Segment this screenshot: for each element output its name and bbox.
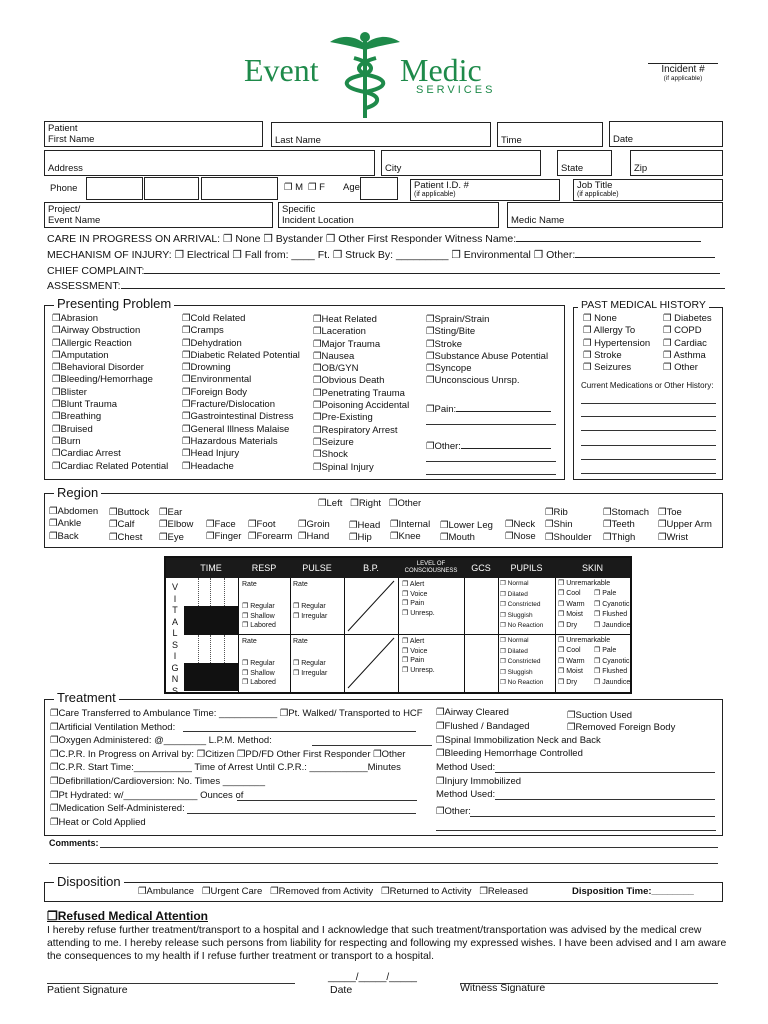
disposition-time[interactable]: Disposition Time:________ <box>572 886 694 897</box>
vitals-col-divider <box>464 578 465 692</box>
vitals-letter: I <box>173 651 177 661</box>
presenting-item-8[interactable]: ❐Pre-Existing <box>313 412 373 424</box>
presenting-problem-title: Presenting Problem <box>54 296 174 311</box>
pmh-col-left[interactable] <box>583 313 650 374</box>
vitals-skin-option[interactable]: ❐ Flushed <box>594 668 628 675</box>
pmh-item-1[interactable]: ❐ COPD <box>663 325 702 337</box>
treatment-left[interactable] <box>50 707 423 829</box>
presenting-item-11[interactable]: ❐Cardiac Arrest <box>52 448 121 460</box>
last-name-field[interactable]: Last Name <box>271 122 491 147</box>
spinal-immobilization[interactable]: ❐Spinal Immobilization Neck and Back <box>436 735 601 746</box>
vitals-loc-option[interactable]: ❐ Voice <box>402 647 428 655</box>
vitals-skin-option[interactable]: ❐ Warm <box>558 657 585 665</box>
comments-line-2[interactable] <box>49 863 718 864</box>
vitals-pulse-option[interactable]: ❐ Irregular <box>293 669 328 677</box>
region-col-4[interactable] <box>206 519 241 544</box>
signature-date-label: Date <box>330 984 353 996</box>
chief-complaint[interactable]: CHIEF COMPLAINT: <box>47 264 720 277</box>
sex-f-checkbox[interactable]: ❐ F <box>308 182 325 193</box>
vitals-pupil-option[interactable]: ❐ Normal <box>500 580 529 587</box>
presenting-item-7[interactable]: ❐Fracture/Dislocation <box>182 399 275 411</box>
logo-text-services: SERVICES <box>416 84 496 96</box>
pmh-item-0[interactable]: ❐ None <box>583 313 617 324</box>
treatment-other[interactable]: ❐Other: <box>436 806 471 817</box>
vitals-header-2: PULSE <box>302 562 332 573</box>
region-col-12[interactable] <box>603 507 649 544</box>
comments-line-1[interactable] <box>100 847 718 848</box>
pmh-item-3[interactable]: ❐ Stroke <box>583 349 622 361</box>
medic-name-field[interactable]: Medic Name <box>507 202 723 228</box>
vitals-header-7: SKIN <box>581 562 603 573</box>
vitals-bp-slash[interactable] <box>344 578 398 634</box>
presenting-item-6[interactable]: ❐Blister <box>52 386 87 398</box>
vitals-letter: N <box>171 674 179 684</box>
witness-signature-label: Witness Signature <box>460 982 546 994</box>
pain-field[interactable]: ❐Pain: <box>426 402 551 415</box>
vitals-skin-option[interactable]: ❐ Warm <box>558 600 585 608</box>
region-item-1[interactable]: ❐Hip <box>349 532 372 544</box>
phone-area[interactable] <box>86 177 143 200</box>
presenting-item-4[interactable]: ❐Behavioral Disorder <box>52 362 144 374</box>
vitals-header-1: RESP <box>251 562 277 573</box>
region-item-0[interactable]: ❐Lower Leg <box>440 520 493 531</box>
presenting-item-9[interactable]: ❐General Illness Malaise <box>182 423 290 435</box>
presenting-item-2[interactable]: ❐Allergic Reaction <box>52 337 132 349</box>
incident-label: Incident # <box>661 64 705 75</box>
presenting-item-6[interactable]: ❐Penetrating Trauma <box>313 387 405 399</box>
presenting-item-0[interactable]: ❐Sprain/Strain <box>426 314 490 325</box>
presenting-item-5[interactable]: ❐Bleeding/Hemorrhage <box>52 374 153 386</box>
presenting-item-5[interactable]: ❐Environmental <box>182 374 252 386</box>
disposition-options[interactable]: ❐Ambulance ❐Urgent Care ❐Removed from Activity ❐Returned to Activity ❐Released <box>138 886 529 897</box>
phone-label: Phone <box>50 183 78 194</box>
vitals-resp-option[interactable]: ❐ Shallow <box>242 669 275 677</box>
region-item-0[interactable]: ❐Foot <box>248 519 276 530</box>
flushed-bandaged[interactable]: ❐Flushed / Bandaged <box>436 721 530 732</box>
injury-immobilized[interactable]: ❐Injury Immobilized <box>436 776 522 787</box>
region-item-1[interactable]: ❐Hand <box>298 531 330 543</box>
presenting-item-0[interactable]: ❐Cold Related <box>182 313 246 324</box>
vitals-resp-option[interactable]: ❐ Labored <box>242 679 276 686</box>
vitals-letter: S <box>171 639 178 650</box>
presenting-item-0[interactable]: ❐Heat Related <box>313 314 377 325</box>
caduceus-icon <box>330 30 400 120</box>
vitals-letter: S <box>171 685 178 696</box>
vitals-loc-option[interactable]: ❐ Unresp. <box>402 666 435 674</box>
presenting-item-5[interactable]: ❐Obvious Death <box>313 375 385 387</box>
vitals-pulse-rate[interactable]: Rate <box>293 581 308 588</box>
presenting-item-10[interactable]: ❐Seizure <box>313 436 354 448</box>
region-item-0[interactable]: ❐Head <box>349 520 381 531</box>
vitals-letter: A <box>171 616 178 627</box>
presenting-item-12[interactable]: ❐Cardiac Related Potential <box>52 460 169 472</box>
city-field[interactable]: City <box>381 150 541 176</box>
pmh-item-4[interactable]: ❐ Seizures <box>583 362 632 374</box>
current-medications-label: Current Medications or Other History: <box>581 381 714 390</box>
region-col-11[interactable] <box>545 507 592 544</box>
region-item-0[interactable]: ❐Toe <box>658 507 682 518</box>
patient-signature-label: Patient Signature <box>47 984 128 996</box>
vitals-header-3: B.P. <box>363 562 379 573</box>
presenting-item-9[interactable]: ❐Bruised <box>52 423 93 435</box>
signature-date-line[interactable]: _____/_____/_____ <box>328 972 417 983</box>
region-col-6[interactable] <box>298 519 330 544</box>
vitals-letter: I <box>173 593 177 604</box>
vitals-bp-slash[interactable] <box>344 635 398 691</box>
first-name-field[interactable]: Patient First Name <box>44 121 263 147</box>
vitals-letter: L <box>172 628 178 638</box>
vitals-time-dot <box>198 635 199 663</box>
vitals-header-5: GCS <box>471 562 491 573</box>
treatment-item-3[interactable]: ❐C.P.R. In Progress on Arrival by: ❐Citizen ❐PD/FD Other First Responder ❐Other <box>50 748 406 760</box>
vitals-row-divider <box>184 634 630 635</box>
treatment-item-0[interactable]: ❐Care Transferred to Ambulance Time: ___________ ❐Pt. Walked/ Transported to HCF <box>50 708 423 719</box>
vitals-pupil-option[interactable]: ❐ Constricted <box>500 601 541 608</box>
presenting-item-1[interactable]: ❐Sting/Bite <box>426 326 476 338</box>
region-item-1[interactable]: ❐Calf <box>109 519 135 531</box>
vitals-col-divider <box>498 578 499 692</box>
region-col-8[interactable] <box>390 519 430 544</box>
patient-id-field[interactable]: Patient I.D. # (if applicable) <box>410 179 560 201</box>
treatment-item-1[interactable]: ❐Artificial Ventilation Method: <box>50 721 176 733</box>
region-item-1[interactable]: ❐Ankle <box>49 518 82 530</box>
treatment-item-4[interactable]: ❐C.P.R. Start Time:___________ Time of Arrest Until C.P.R.: ___________Minutes <box>50 762 401 774</box>
region-col-5[interactable] <box>248 519 292 544</box>
vitals-time-dot <box>210 578 211 606</box>
vitals-header-4: LEVEL OF CONSCIOUSNESS <box>404 561 458 574</box>
vitals-resp-option[interactable]: ❐ Shallow <box>242 612 275 620</box>
refused-medical-attention[interactable]: ❐Refused Medical Attention <box>47 909 208 923</box>
presenting-col-4[interactable] <box>426 314 548 388</box>
vitals-header-6: PUPILS <box>510 562 543 573</box>
presenting-item-8[interactable]: ❐Breathing <box>52 411 102 423</box>
region-item-2[interactable]: ❐Eye <box>159 531 184 543</box>
region-col-10[interactable] <box>505 519 536 544</box>
presenting-item-12[interactable]: ❐Headache <box>182 460 234 472</box>
presenting-item-4[interactable]: ❐Syncope <box>426 363 472 375</box>
vitals-letter: T <box>172 605 178 615</box>
region-side[interactable]: ❐Left ❐Right ❐Other <box>318 498 422 509</box>
vitals-letter: G <box>171 662 179 673</box>
vitals-loc-option[interactable]: ❐ Alert <box>402 638 425 645</box>
vitals-pupil-option[interactable]: ❐ Sluggish <box>500 611 533 619</box>
region-item-1[interactable]: ❐Nose <box>505 531 536 543</box>
region-item-0[interactable]: ❐Buttock <box>109 507 150 518</box>
other-field[interactable]: ❐Other: <box>426 439 551 452</box>
presenting-item-1[interactable]: ❐Laceration <box>313 326 366 338</box>
vitals-time-dot <box>224 578 225 606</box>
vitals-skin-option[interactable]: ❐ Cool <box>558 647 581 654</box>
region-item-2[interactable]: ❐Shoulder <box>545 531 592 543</box>
airway-cleared[interactable]: ❐Airway Cleared <box>436 707 509 718</box>
presenting-item-3[interactable]: ❐Diabetic Related Potential <box>182 349 300 361</box>
logo-text-medic: Medic <box>400 52 482 88</box>
vitals-letter: V <box>171 582 178 592</box>
presenting-item-1[interactable]: ❐Airway Obstruction <box>52 325 141 337</box>
treatment-item-5[interactable]: ❐Defibrillation/Cardioversion: No. Times ________ <box>50 775 265 787</box>
presenting-item-3[interactable]: ❐Substance Abuse Potential <box>426 350 549 362</box>
phone-line[interactable] <box>201 177 278 200</box>
vitals-col-divider <box>238 578 239 692</box>
zip-field[interactable]: Zip <box>630 150 723 176</box>
region-item-1[interactable]: ❐Mouth <box>440 532 475 544</box>
address-field[interactable]: Address <box>44 150 375 176</box>
vitals-loc-option[interactable]: ❐ Alert <box>402 581 425 588</box>
refusal-text: I hereby refuse further treatment/transport to a hospital and I acknowledge that such treatment/transportation was advised by the medical crew attending to me. I hereby release such persons from liability for respecting and following my expressed wishes. I have been advised and I am aware the consequences to my health if I refuse further treatment or transport to a hospital. <box>47 925 727 962</box>
vitals-pupil-option[interactable]: ❐ Sluggish <box>500 668 533 676</box>
vitals-time-dot <box>198 578 199 606</box>
region-col-3[interactable] <box>159 507 193 544</box>
vitals-skin-option[interactable]: ❐ Jaundice <box>594 678 631 686</box>
presenting-item-7[interactable]: ❐Blunt Trauma <box>52 399 118 411</box>
region-item-1[interactable]: ❐Teeth <box>603 519 635 531</box>
presenting-item-6[interactable]: ❐Foreign Body <box>182 386 248 398</box>
presenting-item-12[interactable]: ❐Spinal Injury <box>313 461 374 473</box>
treatment-item-2[interactable]: ❐Oxygen Administered: @________ L.P.M. Method: <box>50 735 272 747</box>
vitals-skin-option[interactable]: ❐ Flushed <box>594 611 628 618</box>
vitals-skin-option[interactable]: ❐ Dry <box>558 621 578 629</box>
vitals-resp-option[interactable]: ❐ Labored <box>242 622 276 629</box>
vitals-skin-option[interactable]: ❐ Moist <box>558 611 583 618</box>
presenting-item-2[interactable]: ❐Stroke <box>426 338 462 350</box>
vitals-time-shade <box>184 663 238 691</box>
logo-text-event: Event <box>244 52 319 88</box>
vitals-skin-option[interactable]: ❐ Cyanotic <box>594 657 630 665</box>
vitals-pupil-option[interactable]: ❐ No Reaction <box>500 622 544 629</box>
vitals-pulse-option[interactable]: ❐ Regular <box>293 603 326 610</box>
vitals-skin-option[interactable]: ❐ Unremarkable <box>558 637 611 644</box>
presenting-item-4[interactable]: ❐OB/GYN <box>313 363 359 375</box>
comments-label: Comments: <box>49 838 99 848</box>
region-item-0[interactable]: ❐Rib <box>545 507 568 518</box>
vitals-col-divider <box>290 578 291 692</box>
pmh-item-4[interactable]: ❐ Other <box>663 362 698 374</box>
vitals-time-shade <box>184 606 238 634</box>
vitals-pulse-rate[interactable]: Rate <box>293 638 308 645</box>
pmh-item-2[interactable]: ❐ Cardiac <box>663 337 707 349</box>
presenting-item-2[interactable]: ❐Major Trauma <box>313 338 381 350</box>
vitals-pupil-option[interactable]: ❐ Dilated <box>500 590 528 598</box>
vitals-skin-option[interactable]: ❐ Dry <box>558 678 578 686</box>
date-field[interactable]: Date <box>609 121 723 147</box>
age-field[interactable] <box>360 177 398 200</box>
presenting-item-7[interactable]: ❐Poisoning Accidental <box>313 400 410 412</box>
vitals-side-label <box>168 582 182 697</box>
bleeding-controlled[interactable]: ❐Bleeding Hemorrhage Controlled <box>436 748 583 759</box>
presenting-item-10[interactable]: ❐Hazardous Materials <box>182 435 278 447</box>
region-item-1[interactable]: ❐Upper Arm <box>658 519 712 531</box>
region-item-0[interactable]: ❐Abdomen <box>49 506 99 517</box>
presenting-item-5[interactable]: ❐Unconscious Unrsp. <box>426 375 520 387</box>
vitals-col-divider <box>398 578 399 692</box>
vitals-pupil-option[interactable]: ❐ Constricted <box>500 658 541 665</box>
phone-prefix[interactable] <box>144 177 199 200</box>
sex-m-checkbox[interactable]: ❐ M <box>284 182 304 193</box>
vitals-pulse-option[interactable]: ❐ Regular <box>293 660 326 667</box>
vitals-header-0: TIME <box>200 562 222 573</box>
pmh-col-right[interactable] <box>663 313 712 374</box>
age-label: Age <box>343 182 360 193</box>
region-item-0[interactable]: ❐Groin <box>298 519 330 530</box>
region-title: Region <box>54 485 101 500</box>
presenting-item-10[interactable]: ❐Burn <box>52 435 81 447</box>
disposition-title: Disposition <box>54 874 124 889</box>
pmh-item-3[interactable]: ❐ Asthma <box>663 349 706 361</box>
pmh-item-1[interactable]: ❐ Allergy To <box>583 325 636 337</box>
region-item-1[interactable]: ❐Shin <box>545 519 573 531</box>
region-col-13[interactable] <box>658 507 712 544</box>
presenting-item-0[interactable]: ❐Abrasion <box>52 313 99 324</box>
vitals-loc-option[interactable]: ❐ Voice <box>402 590 428 598</box>
pmh-item-2[interactable]: ❐ Hypertension <box>583 337 651 349</box>
assessment[interactable]: ASSESSMENT: <box>47 279 725 292</box>
presenting-item-8[interactable]: ❐Gastrointestinal Distress <box>182 411 294 423</box>
region-item-0[interactable]: ❐Neck <box>505 519 536 530</box>
vitals-col-divider <box>555 578 556 692</box>
vitals-skin-option[interactable]: ❐ Cool <box>558 590 581 597</box>
region-item-0[interactable]: ❐Internal <box>390 519 431 530</box>
presenting-item-3[interactable]: ❐Nausea <box>313 350 355 362</box>
region-item-1[interactable]: ❐Knee <box>390 531 421 543</box>
suction-used[interactable]: ❐Suction Used <box>567 710 633 721</box>
vitals-skin-option[interactable]: ❐ Pale <box>594 647 617 654</box>
region-item-0[interactable]: ❐Stomach <box>603 507 650 518</box>
presenting-item-11[interactable]: ❐Shock <box>313 449 348 461</box>
incident-location-field[interactable]: Specific Incident Location <box>278 202 499 228</box>
vitals-skin-option[interactable]: ❐ Jaundice <box>594 621 631 629</box>
vitals-skin-option[interactable]: ❐ Moist <box>558 668 583 675</box>
region-item-0[interactable]: ❐Face <box>206 519 236 530</box>
presenting-item-4[interactable]: ❐Drowning <box>182 362 231 374</box>
pmh-item-0[interactable]: ❐ Diabetes <box>663 313 712 324</box>
project-field[interactable]: Project/ Event Name <box>44 202 273 228</box>
vital-signs-table <box>164 556 632 694</box>
vitals-loc-option[interactable]: ❐ Pain <box>402 600 425 607</box>
region-item-2[interactable]: ❐Chest <box>109 531 143 543</box>
region-col-9[interactable] <box>440 520 493 545</box>
region-item-1[interactable]: ❐Elbow <box>159 519 194 531</box>
vitals-pupil-option[interactable]: ❐ No Reaction <box>500 679 544 686</box>
presenting-item-2[interactable]: ❐Dehydration <box>182 337 242 349</box>
vitals-resp-rate[interactable]: Rate <box>242 638 257 645</box>
vitals-resp-option[interactable]: ❐ Regular <box>242 660 275 667</box>
incident-sub: (if applicable) <box>663 75 703 82</box>
presenting-item-9[interactable]: ❐Respiratory Arrest <box>313 424 398 436</box>
region-col-7[interactable] <box>349 520 380 545</box>
region-item-2[interactable]: ❐Back <box>49 530 79 542</box>
vitals-time-dot <box>224 635 225 663</box>
time-field[interactable]: Time <box>497 122 603 147</box>
logo <box>240 30 510 120</box>
method-used-1[interactable]: Method Used: <box>436 762 496 773</box>
state-field[interactable]: State <box>557 150 612 176</box>
incident-number[interactable] <box>648 63 718 82</box>
vitals-time-dot <box>210 635 211 663</box>
vitals-loc-option[interactable]: ❐ Pain <box>402 657 425 664</box>
vitals-skin-option[interactable]: ❐ Unremarkable <box>558 580 611 587</box>
presenting-col-1[interactable] <box>52 313 168 473</box>
vitals-loc-option[interactable]: ❐ Unresp. <box>402 609 435 617</box>
vitals-resp-option[interactable]: ❐ Regular <box>242 603 275 610</box>
presenting-item-3[interactable]: ❐Amputation <box>52 349 109 361</box>
region-item-1[interactable]: ❐Forearm <box>248 531 293 543</box>
mechanism-of-injury[interactable]: MECHANISM OF INJURY: ❐ Electrical ❐ Fall from: ____ Ft. ❐ Struck By: _________ ❐ Environmental ❐ Other: <box>47 248 715 261</box>
region-col-1[interactable] <box>49 506 98 543</box>
presenting-item-11[interactable]: ❐Head Injury <box>182 448 240 460</box>
presenting-item-1[interactable]: ❐Cramps <box>182 325 224 337</box>
treatment-item-7[interactable]: ❐Medication Self-Administered: <box>50 803 185 815</box>
presenting-col-2[interactable] <box>182 313 300 473</box>
treatment-title: Treatment <box>54 690 119 705</box>
vitals-skin-option[interactable]: ❐ Cyanotic <box>594 600 630 608</box>
method-used-2[interactable]: Method Used: <box>436 789 496 800</box>
vitals-skin-option[interactable]: ❐ Pale <box>594 590 617 597</box>
removed-foreign-body[interactable]: ❐Removed Foreign Body <box>567 722 676 733</box>
care-in-progress[interactable]: CARE IN PROGRESS ON ARRIVAL: ❐ None ❐ Bystander ❐ Other First Responder Witness Name: <box>47 232 701 245</box>
treatment-item-6[interactable]: ❐Pt Hydrated: w/______________ Ounces of <box>50 789 244 801</box>
region-item-1[interactable]: ❐Finger <box>206 531 242 543</box>
region-item-0[interactable]: ❐Ear <box>159 507 183 518</box>
pmh-title: PAST MEDICAL HISTORY <box>578 299 709 311</box>
region-item-2[interactable]: ❐Wrist <box>658 531 688 543</box>
vitals-pupil-option[interactable]: ❐ Normal <box>500 637 529 644</box>
job-title-field[interactable]: Job Title (if applicable) <box>573 179 723 201</box>
region-col-2[interactable] <box>109 507 149 544</box>
region-item-2[interactable]: ❐Thigh <box>603 531 636 543</box>
presenting-col-3[interactable] <box>313 314 409 474</box>
vitals-pulse-option[interactable]: ❐ Irregular <box>293 612 328 620</box>
vitals-pupil-option[interactable]: ❐ Dilated <box>500 647 528 655</box>
treatment-item-8[interactable]: ❐Heat or Cold Applied <box>50 816 146 828</box>
vitals-resp-rate[interactable]: Rate <box>242 581 257 588</box>
